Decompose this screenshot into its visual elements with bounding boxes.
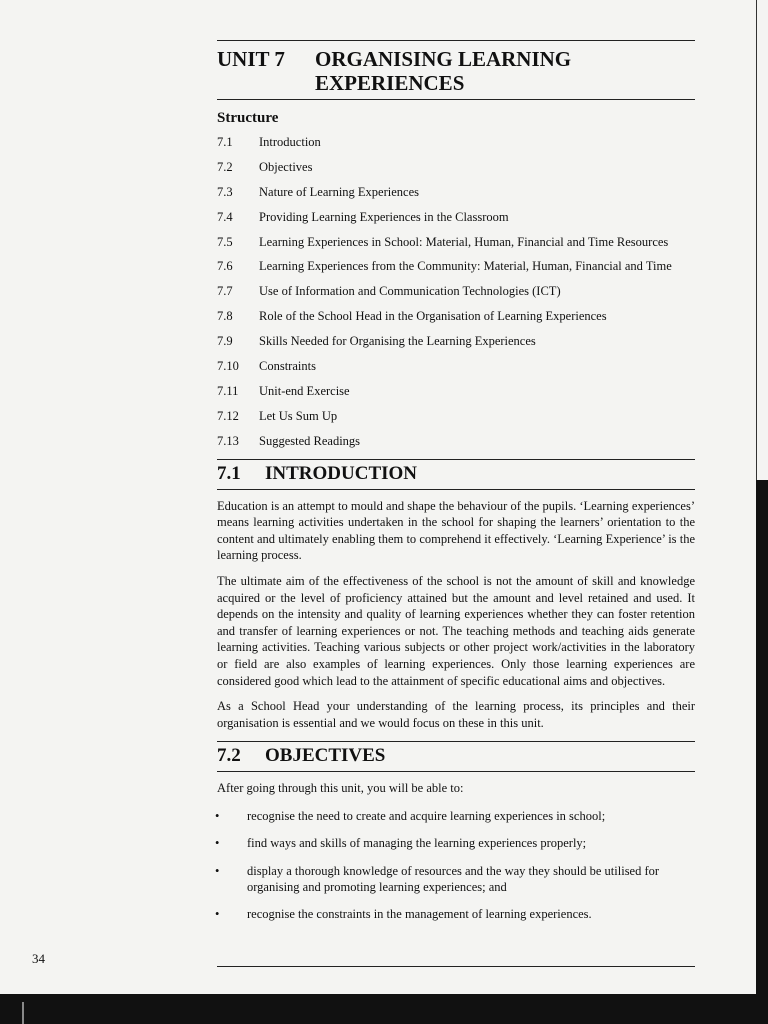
structure-list — [217, 135, 695, 449]
toc-label: Learning Experiences from the Community: Material, Human, Financial and Time — [259, 259, 672, 274]
page-content — [217, 40, 695, 935]
scan-edge-line — [756, 0, 757, 480]
objectives-bottom-rule — [217, 771, 695, 772]
unit-title: ORGANISING LEARNING EXPERIENCES — [315, 47, 572, 95]
toc-number: 7.9 — [217, 334, 233, 349]
header-bottom-rule — [217, 99, 695, 100]
intro-paragraph: As a School Head your understanding of the learning process, its principles and their organisation is essential and we would focus on these in this unit. — [217, 699, 695, 730]
toc-item — [217, 235, 695, 250]
objective-text: find ways and skills of managing the learning experiences properly; — [247, 836, 587, 851]
toc-number: 7.3 — [217, 184, 233, 199]
toc-label: Skills Needed for Organising the Learning Experiences — [259, 334, 536, 349]
toc-number: 7.12 — [217, 408, 239, 423]
objective-item — [217, 907, 695, 923]
toc-item — [217, 359, 695, 374]
bullet-icon: • — [215, 864, 220, 879]
toc-number: 7.6 — [217, 259, 233, 274]
toc-label: Objectives — [259, 159, 313, 174]
toc-number: 7.10 — [217, 359, 239, 374]
objectives-section-number: 7.2 — [217, 745, 241, 767]
header-top-rule — [217, 40, 695, 41]
intro-section-number: 7.1 — [217, 462, 241, 484]
bullet-icon: • — [215, 836, 220, 851]
unit-heading — [217, 47, 695, 95]
intro-paragraph: The ultimate aim of the effectiveness of the school is not the amount of skill and knowledge acquired or the level of proficiency attained but the amount and level retained and used. It depends on the intensity and quality of learning experiences whether they can foster retention and transfer of learning experiences or not. The teaching methods and teaching aids generate learning activities. Teaching various subjects or other project work/activities in the laboratory or field are also examples of learning experiences. Only those learning experiences are considered good which lead to the attainment of specific educational aims and objectives. — [217, 573, 695, 688]
toc-item — [217, 185, 695, 200]
toc-number: 7.4 — [217, 209, 233, 224]
toc-item — [217, 309, 695, 324]
toc-label: Introduction — [259, 135, 321, 149]
intro-bottom-rule — [217, 489, 695, 490]
toc-number: 7.7 — [217, 284, 233, 299]
objective-text: display a thorough knowledge of resources and the way they should be utilised for organising and promoting learning experiences; and — [247, 864, 660, 894]
footer-rule — [217, 966, 695, 967]
toc-number: 7.5 — [217, 234, 233, 249]
toc-item — [217, 284, 695, 299]
toc-label: Providing Learning Experiences in the Classroom — [259, 209, 509, 224]
toc-label: Unit-end Exercise — [259, 383, 350, 398]
objective-text: recognise the need to create and acquire learning experiences in school; — [247, 808, 606, 823]
toc-item — [217, 334, 695, 349]
objective-text: recognise the constraints in the management of learning experiences. — [247, 907, 592, 922]
intro-paragraph: Education is an attempt to mould and shape the behaviour of the pupils. ‘Learning experiences’ means learning activities undertaken in the school for shaping the learners’ orientation to the content and ultimately enabling them to comprehend it effectively. ‘Learning Experience’ is the learning process. — [217, 498, 695, 563]
objective-item — [217, 836, 695, 852]
unit-number: UNIT 7 — [217, 47, 285, 71]
toc-number: 7.8 — [217, 309, 233, 324]
toc-item — [217, 135, 695, 150]
toc-number: 7.11 — [217, 383, 239, 398]
toc-label: Constraints — [259, 359, 316, 374]
toc-label: Learning Experiences in School: Material, Human, Financial and Time Resources — [259, 234, 669, 249]
bullet-icon: • — [215, 808, 220, 823]
objectives-lead: After going through this unit, you will be able to: — [217, 781, 464, 796]
intro-heading — [217, 463, 695, 485]
objectives-list — [217, 809, 695, 923]
objectives-heading — [217, 745, 695, 767]
intro-section-title: INTRODUCTION — [265, 462, 418, 484]
structure-heading: Structure — [217, 110, 279, 126]
toc-item — [217, 434, 695, 449]
toc-number: 7.2 — [217, 159, 233, 174]
intro-top-rule — [217, 459, 695, 460]
scan-edge-right — [756, 480, 768, 1000]
toc-label: Let Us Sum Up — [259, 408, 338, 423]
toc-item — [217, 384, 695, 399]
toc-label: Suggested Readings — [259, 433, 361, 448]
objective-item — [217, 864, 695, 895]
bullet-icon: • — [215, 907, 220, 922]
toc-label: Role of the School Head in the Organisation of Learning Experiences — [259, 309, 607, 324]
toc-item — [217, 210, 695, 225]
toc-label: Use of Information and Communication Technologies (ICT) — [259, 284, 561, 299]
objectives-section-title: OBJECTIVES — [265, 745, 386, 767]
toc-number: 7.13 — [217, 433, 239, 448]
page-number: 34 — [32, 951, 45, 966]
toc-label: Nature of Learning Experiences — [259, 184, 419, 199]
toc-number: 7.1 — [217, 135, 233, 149]
objective-item — [217, 809, 695, 825]
toc-item — [217, 259, 695, 274]
scan-edge-mark — [22, 1002, 24, 1024]
objectives-top-rule — [217, 741, 695, 742]
toc-item — [217, 160, 695, 175]
scan-edge-bottom — [0, 994, 768, 1024]
toc-item — [217, 409, 695, 424]
